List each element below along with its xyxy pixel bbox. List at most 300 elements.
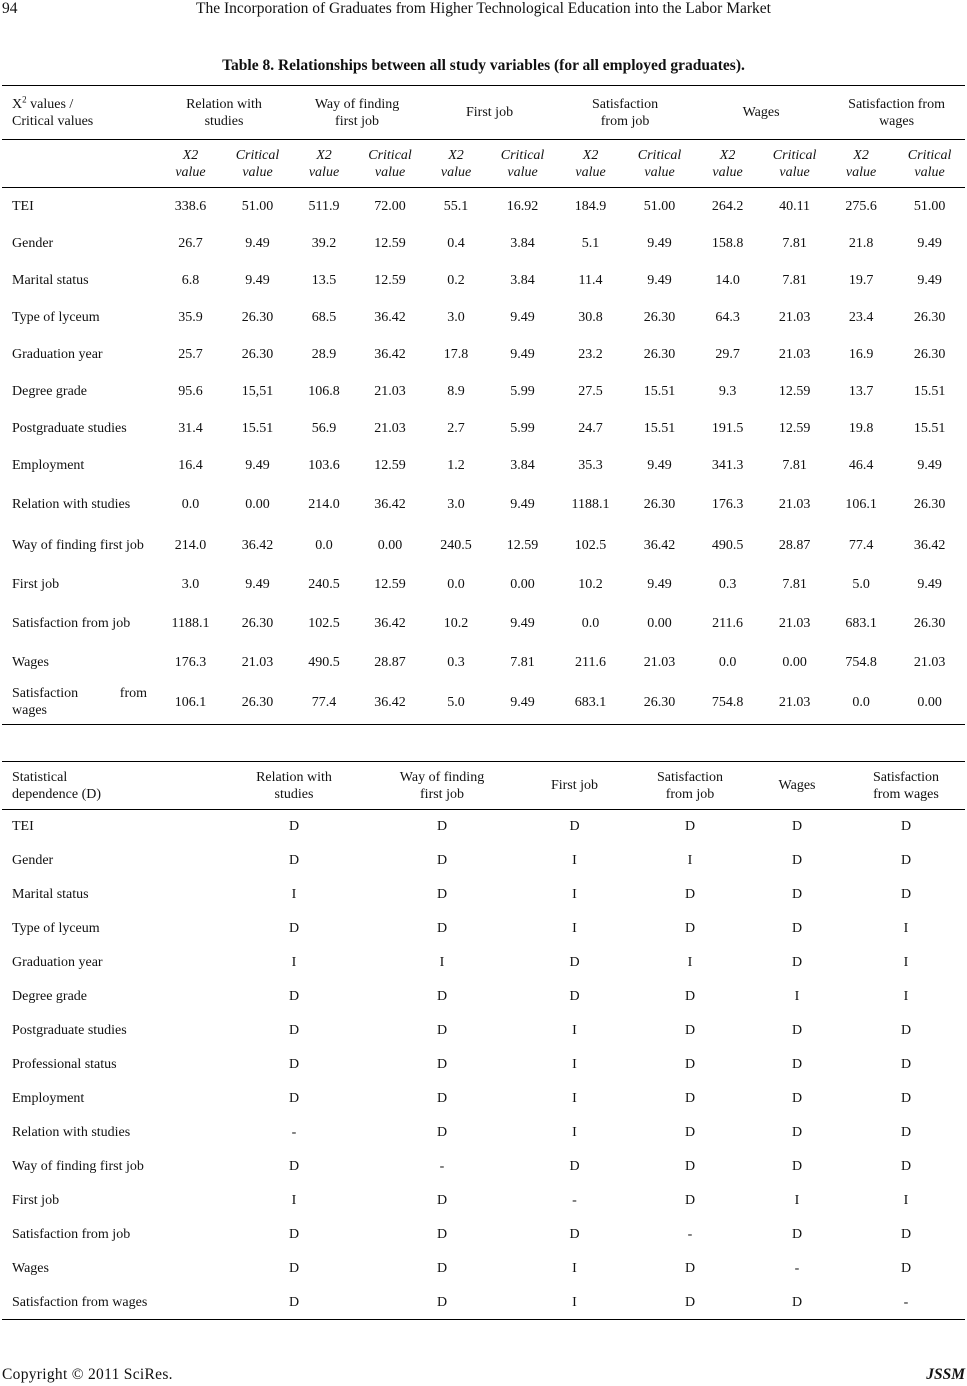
row-label: Graduation year xyxy=(12,955,103,970)
table-cell: 9.49 xyxy=(510,346,535,362)
table-cell: 36.42 xyxy=(374,694,406,710)
table-cell: 8.9 xyxy=(447,383,465,399)
table-cell: 0.3 xyxy=(447,654,465,670)
table-cell: D xyxy=(900,1159,912,1174)
table-cell: D xyxy=(684,1125,696,1140)
table-header-row xyxy=(2,86,965,140)
table-cell: I xyxy=(903,989,909,1004)
table-cell: 490.5 xyxy=(711,537,744,553)
critical-value-header: Critical value xyxy=(489,140,556,188)
table-cell: 0.0 xyxy=(852,694,870,710)
table-cell: I xyxy=(572,1125,577,1140)
row-label: Way of finding first job xyxy=(12,1159,144,1174)
table-cell: D xyxy=(900,1261,912,1276)
table-cell: D xyxy=(288,1159,300,1174)
table-cell: I xyxy=(687,955,693,970)
table-cell: 27.5 xyxy=(578,383,603,399)
table-cell: 55.1 xyxy=(443,198,469,214)
page-footer xyxy=(2,1366,965,1386)
table-cell: 1.2 xyxy=(447,457,465,473)
x2-value-header: X2 value xyxy=(423,140,489,188)
table-row xyxy=(2,1014,965,1048)
table-cell: 15,51 xyxy=(241,383,274,399)
table-cell: 12.59 xyxy=(374,576,406,592)
table-cell: D xyxy=(684,989,696,1004)
table-cell: D xyxy=(684,1294,696,1310)
table-cell: 40.11 xyxy=(779,198,811,214)
table-cell: D xyxy=(436,1023,448,1038)
table-subheader-row xyxy=(2,140,965,188)
table-cell: 5.99 xyxy=(510,420,535,436)
table-cell: 21.03 xyxy=(778,346,811,362)
table-cell: D xyxy=(436,819,448,835)
table-cell: 26.30 xyxy=(913,615,946,631)
table-cell: 17.8 xyxy=(443,346,469,362)
row-label: Employment xyxy=(12,457,85,473)
table-cell: - xyxy=(572,1193,577,1208)
table-cell: 103.6 xyxy=(308,457,340,473)
table-cell: 2.7 xyxy=(447,420,465,436)
table-cell: I xyxy=(903,1193,909,1208)
table-cell: I xyxy=(794,1193,800,1208)
table-cell: 5.0 xyxy=(852,576,870,592)
column-group-header: Wages xyxy=(694,86,828,140)
table-cell: - xyxy=(794,1261,800,1276)
table-cell: 338.6 xyxy=(174,198,207,214)
table-cell: 511.9 xyxy=(308,198,340,214)
row-label: Gender xyxy=(12,235,54,251)
table-cell: D xyxy=(436,989,448,1004)
table-cell: 3.84 xyxy=(510,272,535,288)
row-label: Type of lyceum xyxy=(12,309,100,325)
table-cell: 36.42 xyxy=(374,346,406,362)
table-cell: 24.7 xyxy=(578,420,603,436)
table-cell: D xyxy=(436,1193,448,1208)
column-header: Relation with studies xyxy=(220,762,368,810)
table-cell: 0.2 xyxy=(447,272,465,288)
table-cell: I xyxy=(291,955,297,970)
x2-value-header: X2 value xyxy=(694,140,761,188)
table-cell: 754.8 xyxy=(711,694,744,710)
x2-value-header: X2 value xyxy=(157,140,224,188)
table-cell: 16.4 xyxy=(178,457,203,473)
row-label: Relation with studies xyxy=(12,1125,131,1140)
table-cell: 13.5 xyxy=(311,272,337,288)
table-cell: D xyxy=(900,1091,912,1106)
table-cell: D xyxy=(900,1057,912,1072)
table-cell: D xyxy=(791,955,803,970)
table-cell: 21.03 xyxy=(643,654,676,670)
table-cell: 39.2 xyxy=(311,235,337,251)
table-cell: 19.8 xyxy=(848,420,874,436)
table-row xyxy=(2,566,965,603)
table-cell: 15.51 xyxy=(913,420,946,436)
table-cell: 214.0 xyxy=(174,537,207,553)
table-cell: D xyxy=(436,1294,448,1310)
table-cell: I xyxy=(687,853,693,868)
table-cell: 7.81 xyxy=(782,457,807,473)
table-cell: 30.8 xyxy=(578,309,603,325)
table-row xyxy=(2,1048,965,1082)
table-cell: D xyxy=(791,887,803,902)
table-cell: 683.1 xyxy=(845,615,877,631)
table-cell: 21.03 xyxy=(374,383,406,399)
table-cell: 1188.1 xyxy=(571,496,610,512)
table-cell: 9.49 xyxy=(245,235,270,251)
table-row xyxy=(2,681,965,725)
column-group-header: Relation with studies xyxy=(157,86,291,140)
dependence-table xyxy=(2,761,965,1320)
table-cell: 25.7 xyxy=(178,346,203,362)
table-cell: 0.0 xyxy=(447,576,465,592)
table-cell: D xyxy=(900,853,912,868)
table-cell: D xyxy=(288,1227,300,1242)
row-label: Marital status xyxy=(12,272,89,288)
table-cell: D xyxy=(791,1057,803,1072)
table-cell: 0.0 xyxy=(581,615,600,631)
table-cell: D xyxy=(900,819,912,835)
table-cell: I xyxy=(572,1294,577,1310)
table-cell: 7.81 xyxy=(782,272,807,288)
critical-value-header: Critical value xyxy=(224,140,291,188)
table-cell: 21.03 xyxy=(913,654,946,670)
row-label: Way of finding first job xyxy=(12,537,144,553)
row-label: Satisfaction from wages xyxy=(12,686,147,719)
table-cell: 176.3 xyxy=(711,496,744,512)
table-cell: 26.30 xyxy=(241,694,274,710)
table-cell: D xyxy=(436,887,448,902)
table-cell: 3.84 xyxy=(510,235,535,251)
table-row xyxy=(2,188,965,225)
corner-label: $X^2$ values / Critical values xyxy=(2,86,157,140)
table-row xyxy=(2,262,965,299)
table-cell: D xyxy=(684,887,696,902)
table-row xyxy=(2,525,965,566)
table-cell: 9.49 xyxy=(510,694,535,710)
table-cell: D xyxy=(684,921,696,936)
table-cell: 754.8 xyxy=(845,654,877,670)
table-cell: 106.1 xyxy=(174,694,207,710)
table-cell: - xyxy=(439,1159,445,1174)
table-row xyxy=(2,603,965,644)
table-cell: 12.59 xyxy=(374,235,406,251)
column-header: Satisfaction from job xyxy=(633,762,747,810)
table-cell: 9.49 xyxy=(510,309,535,325)
table-cell: I xyxy=(572,1057,577,1072)
x2-value-header: X2 value xyxy=(291,140,357,188)
table-cell: 26.30 xyxy=(913,496,946,512)
table-cell: 9.49 xyxy=(647,576,672,592)
table-cell: 21.03 xyxy=(374,420,406,436)
table-cell: I xyxy=(903,921,909,936)
table-cell: 275.6 xyxy=(845,198,877,214)
table-cell: I xyxy=(572,853,577,868)
table-cell: D xyxy=(791,819,803,835)
table-row xyxy=(2,447,965,484)
row-label: Satisfaction from job xyxy=(12,615,131,631)
table-cell: 26.30 xyxy=(241,346,274,362)
table-cell: I xyxy=(572,1091,577,1106)
table-cell: - xyxy=(291,1125,297,1140)
table-cell: 683.1 xyxy=(574,694,607,710)
column-group-header: First job xyxy=(423,86,556,140)
table-cell: 29.7 xyxy=(715,346,740,362)
table-cell: 21.03 xyxy=(778,694,811,710)
table-cell: 0.0 xyxy=(181,496,200,512)
table-cell: 341.3 xyxy=(711,457,744,473)
table-cell: D xyxy=(684,819,696,835)
table-cell: 3.84 xyxy=(510,457,535,473)
table-row xyxy=(2,373,965,410)
table-cell: I xyxy=(903,955,909,970)
table-row xyxy=(2,1286,965,1320)
table-cell: 31.4 xyxy=(178,420,203,436)
table-cell: 16.92 xyxy=(506,198,539,214)
table-cell: 15.51 xyxy=(913,383,946,399)
table-cell: 5.99 xyxy=(510,383,535,399)
table-cell: 35.3 xyxy=(578,457,603,473)
table-cell: 68.5 xyxy=(311,309,337,325)
table-cell: 51.00 xyxy=(913,198,946,214)
table-cell: D xyxy=(436,853,448,868)
row-label: Postgraduate studies xyxy=(12,1023,127,1038)
table-cell: D xyxy=(436,1261,448,1276)
table-row xyxy=(2,912,965,946)
table-cell: 26.30 xyxy=(241,615,274,631)
table-cell: 16.9 xyxy=(848,346,874,362)
table-cell: 10.2 xyxy=(578,576,603,592)
row-label: Degree grade xyxy=(12,383,88,399)
table-cell: 106.1 xyxy=(845,496,877,512)
column-header: Satisfaction from wages xyxy=(847,762,965,810)
table-cell: D xyxy=(900,1125,912,1140)
table-cell: 21.8 xyxy=(848,235,874,251)
table-cell: 11.4 xyxy=(578,272,603,288)
table-row xyxy=(2,644,965,681)
page-header xyxy=(0,0,967,20)
row-label: Graduation year xyxy=(12,346,103,362)
table-cell: 0.00 xyxy=(917,694,942,710)
table-cell: 12.59 xyxy=(778,420,811,436)
table-cell: 214.0 xyxy=(308,496,340,512)
table-cell: 23.2 xyxy=(578,346,603,362)
table-cell: I xyxy=(572,887,577,902)
table-cell: 21.03 xyxy=(778,309,811,325)
table-cell: 9.49 xyxy=(917,457,942,473)
table-cell: D xyxy=(436,1091,448,1106)
row-label: Wages xyxy=(12,654,49,670)
table-cell: 15.51 xyxy=(643,420,676,436)
table-row xyxy=(2,1184,965,1218)
table-cell: 36.42 xyxy=(241,537,274,553)
corner-label: Statistical dependence (D) xyxy=(2,762,220,810)
table-cell: 26.30 xyxy=(643,694,676,710)
critical-value-header: Critical value xyxy=(625,140,694,188)
table-cell: 26.30 xyxy=(643,309,676,325)
row-label: Degree grade xyxy=(12,989,88,1004)
table-cell: 7.81 xyxy=(782,235,807,251)
table-cell: 6.8 xyxy=(181,272,200,288)
table-cell: D xyxy=(569,819,580,835)
table-cell: D xyxy=(791,1125,803,1140)
table-cell: D xyxy=(288,853,300,868)
table-cell: 9.49 xyxy=(917,272,942,288)
table-cell: 0.00 xyxy=(245,496,270,512)
table-cell: 102.5 xyxy=(574,537,607,553)
table-cell: D xyxy=(791,921,803,936)
copyright: Copyright © 2011 SciRes. xyxy=(2,1366,173,1383)
table-cell: 211.6 xyxy=(712,615,744,631)
table-row xyxy=(2,946,965,980)
table-row xyxy=(2,484,965,525)
critical-value-header: Critical value xyxy=(894,140,965,188)
table-row xyxy=(2,336,965,373)
row-label: Wages xyxy=(12,1261,49,1276)
critical-value-header: Critical value xyxy=(761,140,828,188)
table-cell: 184.9 xyxy=(574,198,607,214)
table-cell: 0.4 xyxy=(447,235,465,251)
table-cell: 95.6 xyxy=(178,383,203,399)
table-cell: 264.2 xyxy=(711,198,744,214)
table-cell: D xyxy=(684,1159,696,1174)
table-cell: 0.00 xyxy=(377,537,403,553)
table-cell: 23.4 xyxy=(848,309,874,325)
table-cell: 36.42 xyxy=(374,496,406,512)
table-row xyxy=(2,1252,965,1286)
table-cell: 9.3 xyxy=(718,383,737,399)
column-group-header: Satisfaction from job xyxy=(556,86,694,140)
row-label: TEI xyxy=(12,819,34,835)
table-cell: 77.4 xyxy=(848,537,874,553)
table-cell: 7.81 xyxy=(510,654,535,670)
table-row xyxy=(2,980,965,1014)
table-cell: D xyxy=(684,1091,696,1106)
table-cell: D xyxy=(569,989,580,1004)
table-cell: 10.2 xyxy=(443,615,469,631)
table-cell: 26.30 xyxy=(913,346,946,362)
table-cell: D xyxy=(900,1023,912,1038)
table-cell: 1188.1 xyxy=(171,615,210,631)
table-cell: I xyxy=(291,887,297,902)
critical-value-header: Critical value xyxy=(357,140,423,188)
table-cell: D xyxy=(288,989,300,1004)
column-header: First job xyxy=(516,762,633,810)
table-cell: D xyxy=(791,853,803,868)
table-caption: Table 8. Relationships between all study variables (for all employed graduates). xyxy=(222,57,745,74)
row-label: Satisfaction from wages xyxy=(12,1294,148,1310)
table-row xyxy=(2,1218,965,1252)
table-cell: 9.49 xyxy=(647,235,672,251)
table-cell: 106.8 xyxy=(308,383,340,399)
table-cell: 5.0 xyxy=(447,694,465,710)
table-cell: I xyxy=(794,989,800,1004)
table-cell: D xyxy=(436,1057,448,1072)
table-cell: 28.87 xyxy=(374,654,406,670)
table-cell: D xyxy=(436,921,448,936)
table-cell: 12.59 xyxy=(374,457,406,473)
table-cell: 9.49 xyxy=(245,457,270,473)
table-cell: 21.03 xyxy=(778,615,811,631)
table-cell: 0.0 xyxy=(718,654,737,670)
table-cell: 9.49 xyxy=(245,272,270,288)
table-cell: 211.6 xyxy=(575,654,607,670)
table-row xyxy=(2,1116,965,1150)
table-cell: 9.49 xyxy=(647,272,672,288)
table-cell: 15.51 xyxy=(241,420,274,436)
row-label: Relation with studies xyxy=(12,496,131,512)
table-cell: 490.5 xyxy=(308,654,340,670)
table-cell: 102.5 xyxy=(308,615,340,631)
table-cell: 3.0 xyxy=(447,496,465,512)
row-label: First job xyxy=(12,576,60,592)
table-row xyxy=(2,299,965,336)
table-cell: 191.5 xyxy=(711,420,744,436)
table-cell: 13.7 xyxy=(848,383,874,399)
row-label: Postgraduate studies xyxy=(12,420,127,436)
table-cell: 64.3 xyxy=(715,309,740,325)
table-cell: D xyxy=(684,1057,696,1072)
table-row xyxy=(2,1082,965,1116)
table-cell: D xyxy=(791,1294,803,1310)
table-cell: 12.59 xyxy=(778,383,811,399)
table-row xyxy=(2,225,965,262)
table-cell: 28.87 xyxy=(778,537,811,553)
table-row xyxy=(2,878,965,912)
table-cell: 19.7 xyxy=(848,272,874,288)
table-cell: 26.30 xyxy=(643,346,676,362)
table-cell: 21.03 xyxy=(778,496,811,512)
table-cell: 9.49 xyxy=(647,457,672,473)
table-cell: 9.49 xyxy=(510,615,535,631)
table-cell: 3.0 xyxy=(181,576,200,592)
table-cell: 0.00 xyxy=(782,654,807,670)
table-row xyxy=(2,810,965,844)
table-cell: 7.81 xyxy=(782,576,807,592)
table-cell: D xyxy=(436,1227,448,1242)
table-header-row xyxy=(2,762,965,810)
table-cell: D xyxy=(288,1091,300,1106)
row-label: Type of lyceum xyxy=(12,921,100,936)
page-number: 94 xyxy=(2,0,18,17)
table-cell: 12.59 xyxy=(506,537,539,553)
table-cell: D xyxy=(288,1057,300,1072)
table-cell: 5.1 xyxy=(581,235,600,251)
table-cell: D xyxy=(569,1159,580,1174)
table-cell: 56.9 xyxy=(311,420,337,436)
table-cell: D xyxy=(684,1023,696,1038)
table-cell: 14.0 xyxy=(715,272,740,288)
row-label: Gender xyxy=(12,853,54,868)
table-cell: D xyxy=(288,1294,300,1310)
table-cell: 35.9 xyxy=(178,309,203,325)
table-cell: D xyxy=(436,1125,448,1140)
column-header: Wages xyxy=(747,762,847,810)
row-label: Satisfaction from job xyxy=(12,1227,131,1242)
table-cell: I xyxy=(291,1193,297,1208)
table-cell: 36.42 xyxy=(374,615,406,631)
table-cell: I xyxy=(572,921,577,936)
row-label: TEI xyxy=(12,198,34,214)
table-cell: 15.51 xyxy=(643,383,676,399)
table-row xyxy=(2,844,965,878)
table-cell: 72.00 xyxy=(374,198,406,214)
row-label: First job xyxy=(12,1193,60,1208)
x2-value-header: X2 value xyxy=(556,140,625,188)
running-title: The Incorporation of Graduates from Higher Technological Education into the Labor Market xyxy=(196,0,771,17)
table-cell: D xyxy=(288,1023,300,1038)
table-cell: D xyxy=(791,1091,803,1106)
table-cell: 36.42 xyxy=(374,309,406,325)
